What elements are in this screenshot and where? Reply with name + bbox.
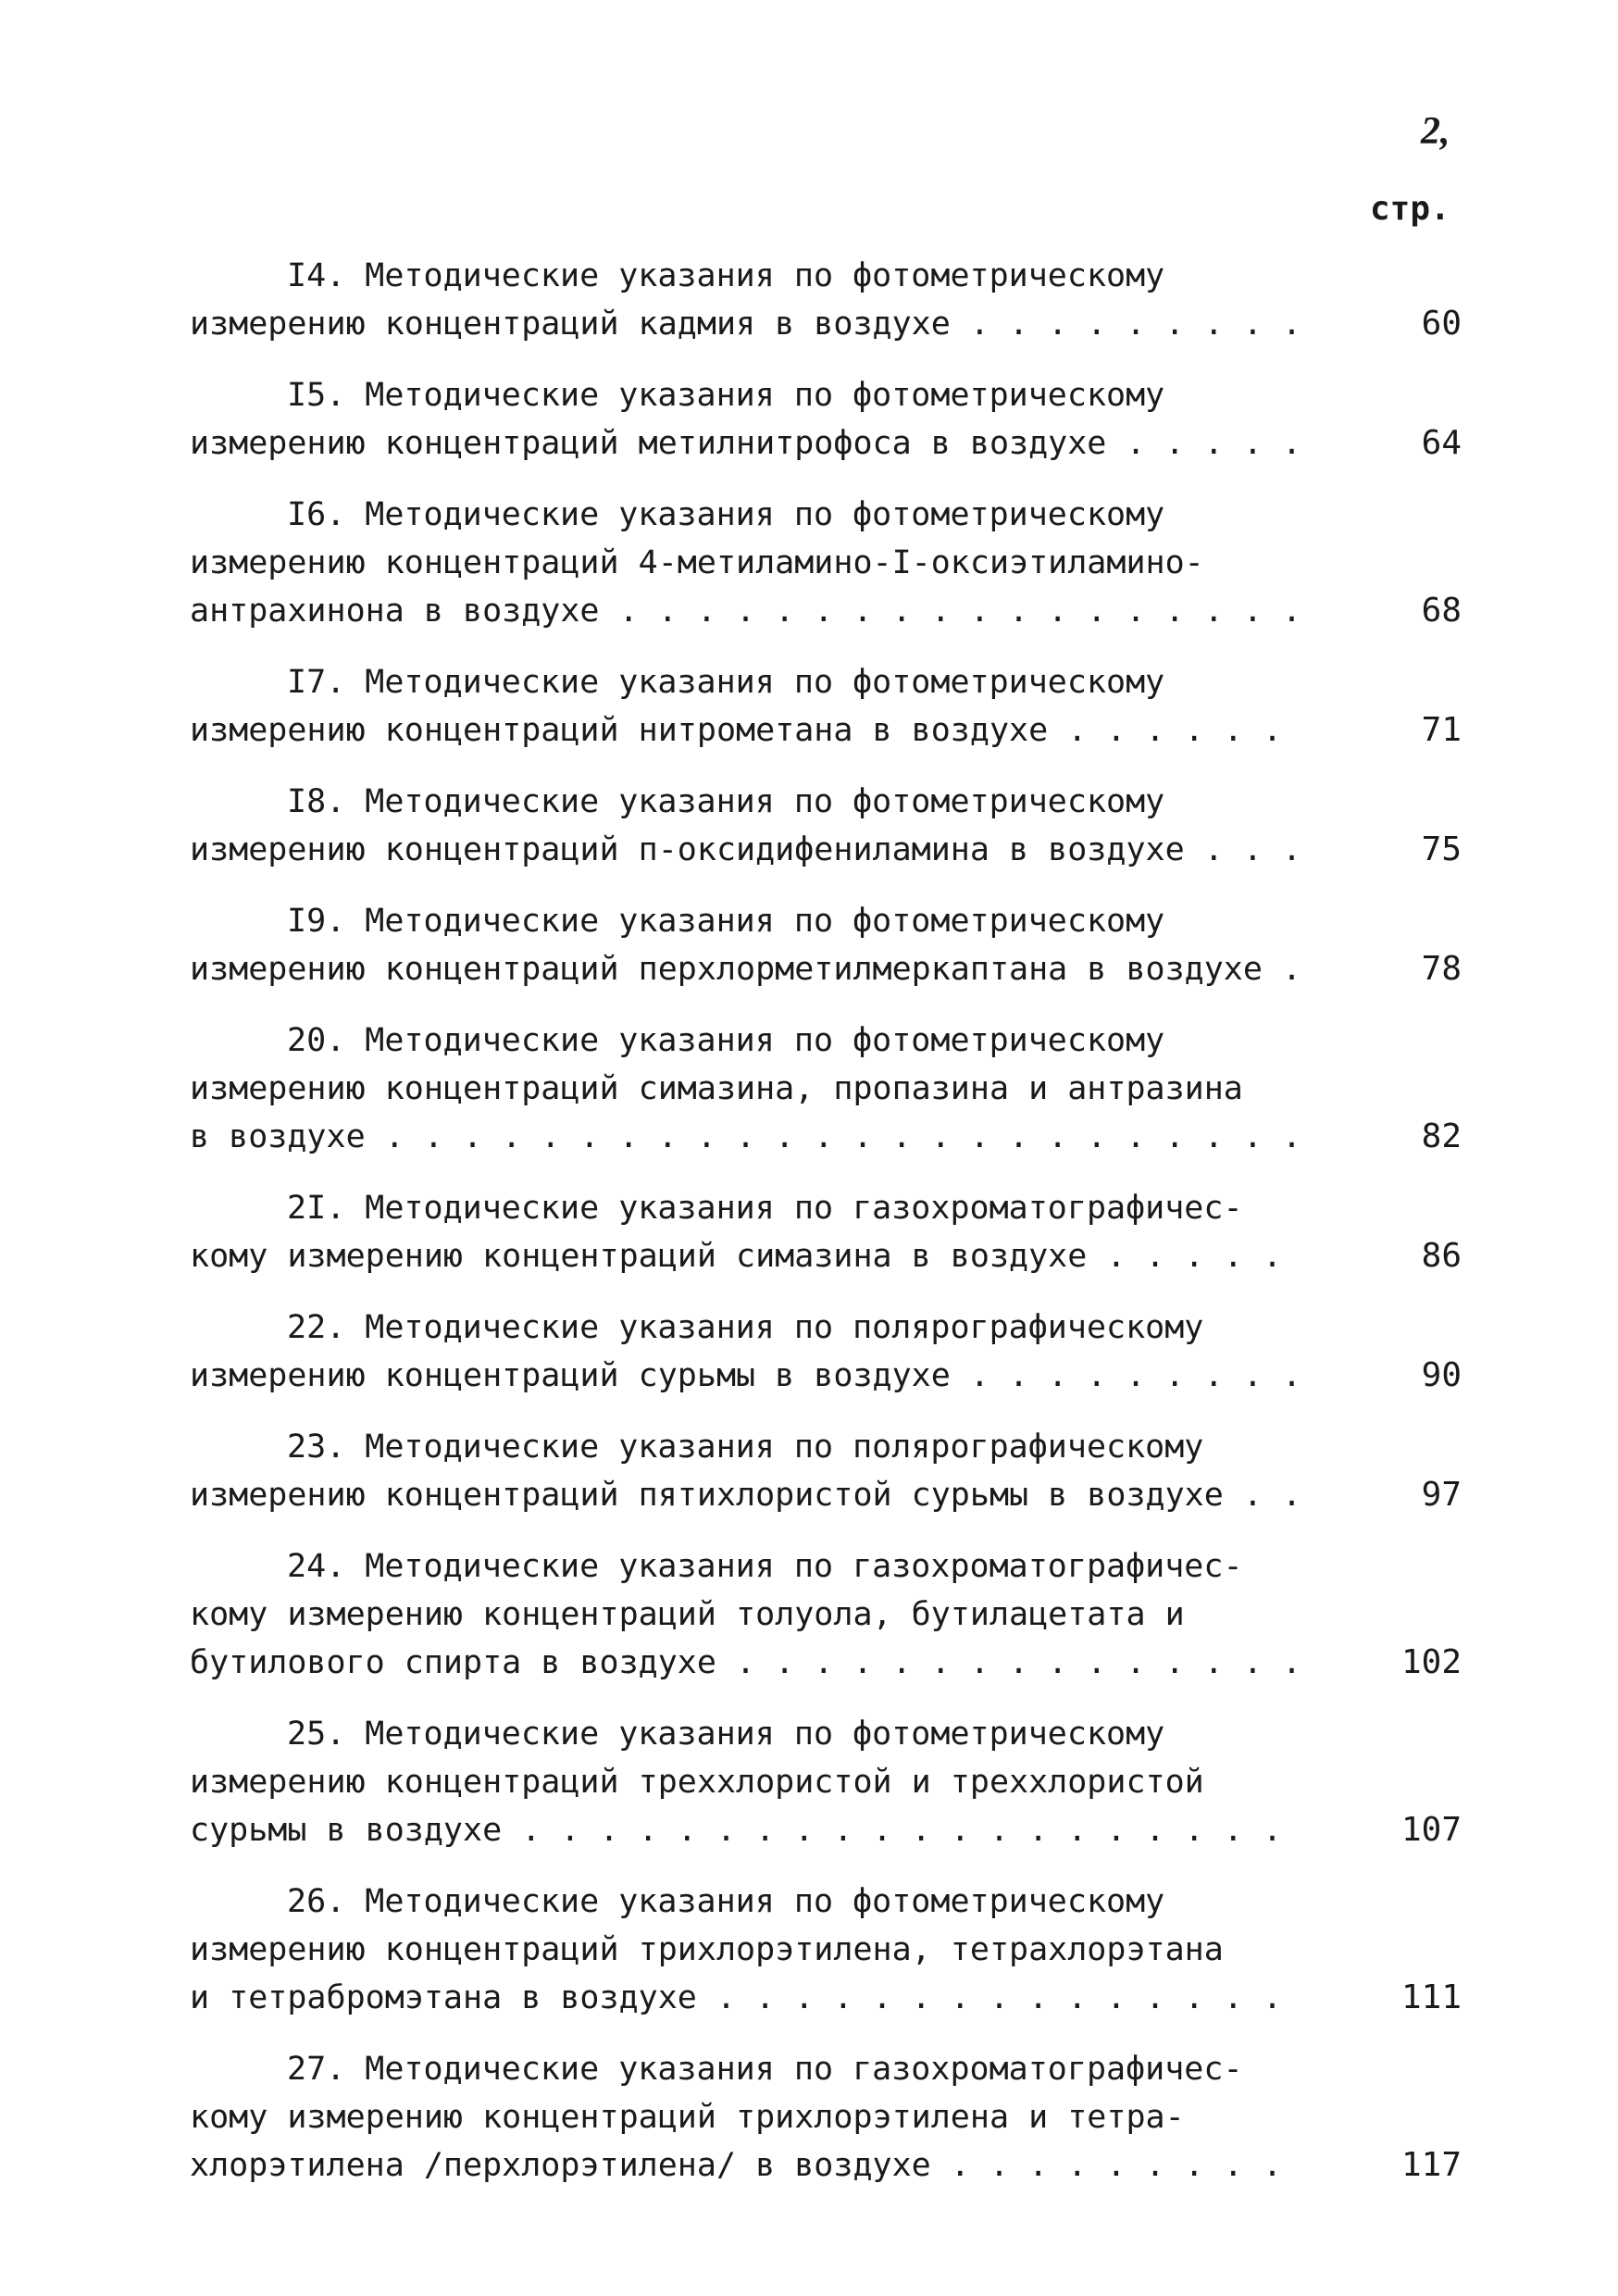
toc-entry-page: 78 [1421, 950, 1462, 988]
toc-entry-line: и тетрабромэтана в воздухе . . . . . . . . . . . . . . . [190, 1979, 1283, 2016]
page-number: 2, [1421, 110, 1450, 153]
toc-entry-line: кому измерению концентраций толуола, бутилацетата и [190, 1596, 1185, 1633]
toc-entry-line: измерению концентраций пятихлористой сурьмы в воздухе . . [190, 1477, 1302, 1514]
toc-entry-19 [190, 897, 1467, 993]
toc-entry-23 [190, 1423, 1467, 1519]
toc-entry-22 [190, 1304, 1467, 1400]
toc-entry-17 [190, 658, 1467, 755]
toc-entry-line: кому измерению концентраций трихлорэтилена и тетра- [190, 2099, 1185, 2136]
toc-entry-line: 25. Методические указания по фотометрическому [287, 1716, 1165, 1753]
toc-entry-line: хлорэтилена /перхлорэтилена/ в воздухе . . . . . . . . . [190, 2147, 1283, 2184]
toc-entry-page: 71 [1421, 711, 1462, 749]
toc-entry-line: I4. Методические указания по фотометрическому [287, 257, 1165, 294]
toc-entry-27 [190, 2045, 1467, 2190]
toc-entry-page: 90 [1421, 1356, 1462, 1394]
toc-entry-line: 24. Методические указания по газохроматографичес- [287, 1548, 1243, 1585]
toc-entry-line: I7. Методические указания по фотометрическому [287, 664, 1165, 701]
page-column-header: стр. [1370, 190, 1450, 228]
toc-entry-20 [190, 1017, 1467, 1161]
toc-entry-line: I5. Методические указания по фотометрическому [287, 377, 1165, 414]
toc-entry-line: измерению концентраций перхлорметилмеркаптана в воздухе . [190, 951, 1302, 988]
toc-entry-26 [190, 1878, 1467, 2022]
toc-entry-line: измерению концентраций трихлорэтилена, тетрахлорэтана [190, 1931, 1224, 1968]
toc-entry-page: 102 [1400, 1643, 1462, 1681]
toc-entry-line: I6. Методические указания по фотометрическому [287, 496, 1165, 533]
toc-entry-line: 27. Методические указания по газохроматографичес- [287, 2051, 1243, 2088]
toc-entry-line: бутилового спирта в воздухе . . . . . . . . . . . . . . . [190, 1644, 1302, 1681]
toc-entry-page: 111 [1400, 1978, 1462, 2016]
toc-entry-18 [190, 778, 1467, 874]
toc-entry-page: 64 [1421, 424, 1462, 462]
toc-entry-16 [190, 491, 1467, 635]
toc-entry-line: измерению концентраций метилнитрофоса в воздухе . . . . . [190, 425, 1302, 462]
toc-entry-line: 26. Методические указания по фотометрическому [287, 1883, 1165, 1920]
toc-entry-page: 60 [1421, 305, 1462, 343]
toc-entry-line: 2I. Методические указания по газохроматографичес- [287, 1190, 1243, 1227]
toc-entry-line: измерению концентраций п-оксидифениламина в воздухе . . . [190, 831, 1302, 868]
toc-entry-line: антрахинона в воздухе . . . . . . . . . . . . . . . . . . [190, 593, 1302, 630]
toc-entry-line: I8. Методические указания по фотометрическому [287, 783, 1165, 820]
toc-entry-line: в воздухе . . . . . . . . . . . . . . . . . . . . . . . . [190, 1118, 1302, 1155]
toc-entry-page: 82 [1421, 1117, 1462, 1155]
toc-entry-line: 23. Методические указания по полярографическому [287, 1429, 1204, 1466]
toc-entry-line: 20. Методические указания по фотометрическому [287, 1022, 1165, 1059]
toc-entry-line: измерению концентраций сурьмы в воздухе . . . . . . . . . [190, 1357, 1302, 1394]
toc-entry-page: 68 [1421, 592, 1462, 630]
toc-entry-page: 75 [1421, 830, 1462, 868]
toc-entry-page: 117 [1400, 2146, 1462, 2184]
toc-entry-line: сурьмы в воздухе . . . . . . . . . . . . . . . . . . . . [190, 1812, 1283, 1849]
toc-entry-page: 97 [1421, 1476, 1462, 1514]
toc-entry-line: измерению концентраций симазина, пропазина и антразина [190, 1070, 1243, 1107]
table-of-contents [190, 252, 1467, 2213]
toc-entry-21 [190, 1184, 1467, 1280]
toc-entry-line: измерению концентраций кадмия в воздухе . . . . . . . . . [190, 306, 1302, 343]
toc-entry-line: I9. Методические указания по фотометрическому [287, 903, 1165, 940]
toc-entry-14 [190, 252, 1467, 348]
toc-entry-24 [190, 1542, 1467, 1687]
toc-entry-25 [190, 1710, 1467, 1854]
toc-entry-line: 22. Методические указания по полярографическому [287, 1309, 1204, 1346]
toc-entry-line: измерению концентраций треххлористой и треххлористой [190, 1764, 1204, 1801]
toc-entry-line: измерению концентраций нитрометана в воздухе . . . . . . [190, 712, 1283, 749]
toc-entry-page: 86 [1421, 1237, 1462, 1275]
toc-entry-line: измерению концентраций 4-метиламино-I-оксиэтиламино- [190, 544, 1204, 581]
toc-entry-line: кому измерению концентраций симазина в воздухе . . . . . [190, 1238, 1283, 1275]
toc-entry-15 [190, 371, 1467, 468]
toc-entry-page: 107 [1400, 1811, 1462, 1849]
